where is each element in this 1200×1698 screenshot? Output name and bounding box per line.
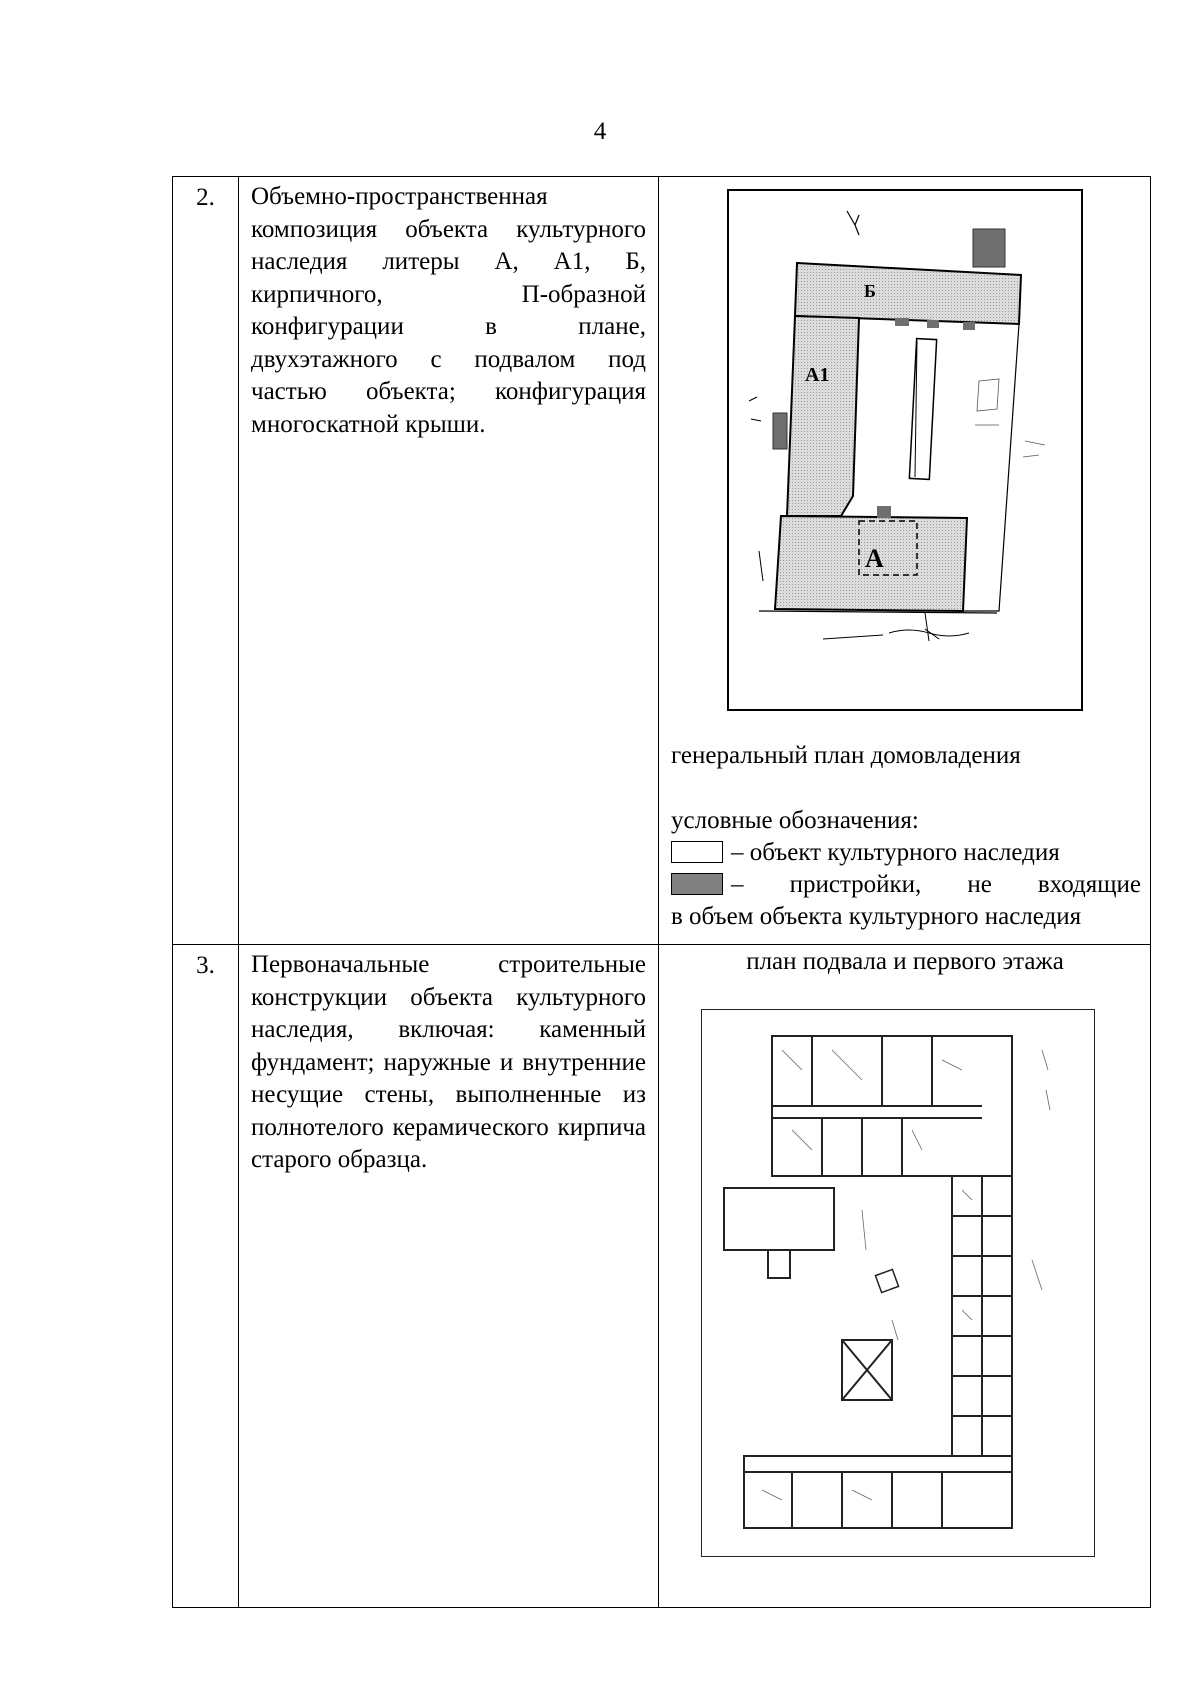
table-row — [173, 177, 1151, 945]
legend-swatch-white — [671, 841, 723, 863]
row-description: Первоначальные строительные конструкции объекта культурного наследия, включая: каменный фундамент; наружные и внутренние несущие стены, выполненные из полнотелого керамического кирпича старого образца. — [239, 945, 659, 1608]
legend-item-heritage — [671, 837, 1141, 869]
table-row — [173, 945, 1151, 1608]
row-number: 3. — [173, 945, 239, 1608]
floor-plan-cell — [659, 945, 1151, 1608]
legend-swatch-gray — [671, 873, 723, 895]
floor-plan-caption: план подвала и первого этажа — [746, 948, 1064, 975]
floor-plan-image — [701, 1009, 1095, 1557]
label-a: А — [865, 544, 884, 573]
row-description: Объемно-пространственная композиция объекта культурного наследия литеры А, А1, Б, кирпичного, П-образной конфигурации в плане, двухэтажного с подвалом под частью объекта; конфигурация многоскатной крыши. — [239, 177, 659, 945]
page-number: 4 — [593, 118, 607, 145]
site-plan-caption: генеральный план домовладения — [671, 742, 1021, 769]
site-plan-image — [727, 189, 1083, 711]
legend-title: условные обозначения: — [671, 807, 919, 834]
legend-item-extensions-cont: в объем объекта культурного наследия — [671, 903, 1082, 930]
label-a1: А1 — [805, 364, 830, 386]
row-number: 2. — [173, 177, 239, 945]
legend-text-heritage: – объект культурного наследия — [731, 839, 1060, 866]
heritage-table — [172, 176, 1151, 1608]
label-b: Б — [864, 281, 876, 301]
legend-text-extensions: – пристройки, не входящие — [731, 871, 1141, 898]
legend-item-extensions — [671, 869, 1141, 901]
site-plan-cell — [659, 177, 1151, 945]
